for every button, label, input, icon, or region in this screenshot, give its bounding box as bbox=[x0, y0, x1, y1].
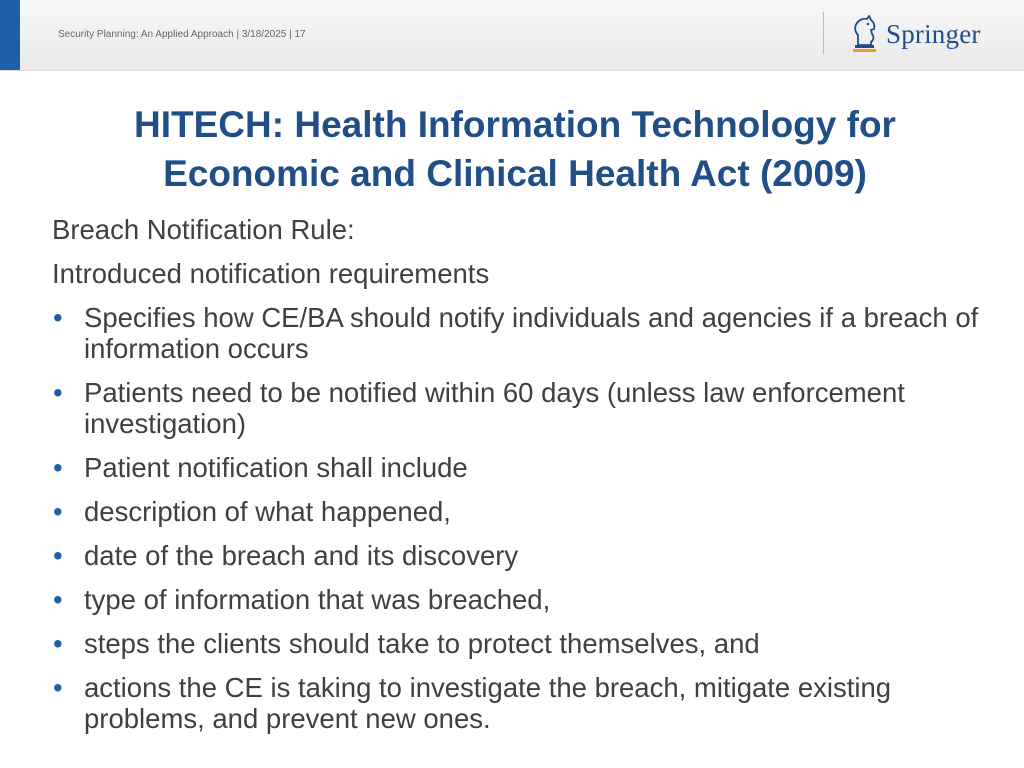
bullet-icon: • bbox=[53, 584, 63, 615]
header-divider bbox=[823, 12, 824, 54]
springer-wordmark: Springer bbox=[886, 18, 981, 49]
list-item bbox=[52, 377, 992, 439]
bullet-icon: • bbox=[53, 377, 63, 408]
list-item bbox=[52, 302, 992, 364]
slide-header bbox=[0, 0, 1024, 71]
bullet-icon: • bbox=[53, 672, 63, 703]
slide-footer-text: Security Planning: An Applied Approach | 3/18/2025 | 17 bbox=[58, 29, 306, 40]
bullet-icon: • bbox=[53, 302, 63, 333]
slide-title-line-1: HITECH: Health Information Technology for bbox=[134, 104, 896, 145]
list-item bbox=[52, 452, 992, 483]
list-item bbox=[52, 584, 992, 615]
slide-title-line-2: Economic and Clinical Health Act (2009) bbox=[163, 153, 867, 194]
bullet-icon: • bbox=[53, 452, 63, 483]
slide-title bbox=[40, 100, 990, 198]
intro-line: Introduced notification requirements bbox=[52, 258, 490, 289]
accent-bar bbox=[0, 0, 20, 70]
list-item-text: type of information that was breached, bbox=[84, 584, 551, 615]
list-item-text: Specifies how CE/BA should notify individuals and agencies if a breach of information occurs bbox=[84, 302, 979, 364]
list-item bbox=[52, 672, 992, 734]
list-item-text: Patients need to be notified within 60 days (unless law enforcement investigation) bbox=[84, 377, 905, 439]
list-item-text: description of what happened, bbox=[84, 496, 451, 527]
bullet-list bbox=[52, 302, 992, 734]
springer-horse-icon bbox=[850, 15, 880, 53]
springer-logo bbox=[850, 14, 981, 54]
slide-body bbox=[52, 214, 992, 747]
list-item-text: date of the breach and its discovery bbox=[84, 540, 519, 571]
bullet-icon: • bbox=[53, 628, 63, 659]
list-item bbox=[52, 540, 992, 571]
list-item bbox=[52, 628, 992, 659]
intro-line: Breach Notification Rule: bbox=[52, 214, 355, 245]
bullet-icon: • bbox=[53, 540, 63, 571]
list-item-text: steps the clients should take to protect themselves, and bbox=[84, 628, 760, 659]
bullet-icon: • bbox=[53, 496, 63, 527]
list-item-text: Patient notification shall include bbox=[84, 452, 468, 483]
list-item bbox=[52, 496, 992, 527]
list-item-text: actions the CE is taking to investigate the breach, mitigate existing problems, and prevent new ones. bbox=[84, 672, 892, 734]
